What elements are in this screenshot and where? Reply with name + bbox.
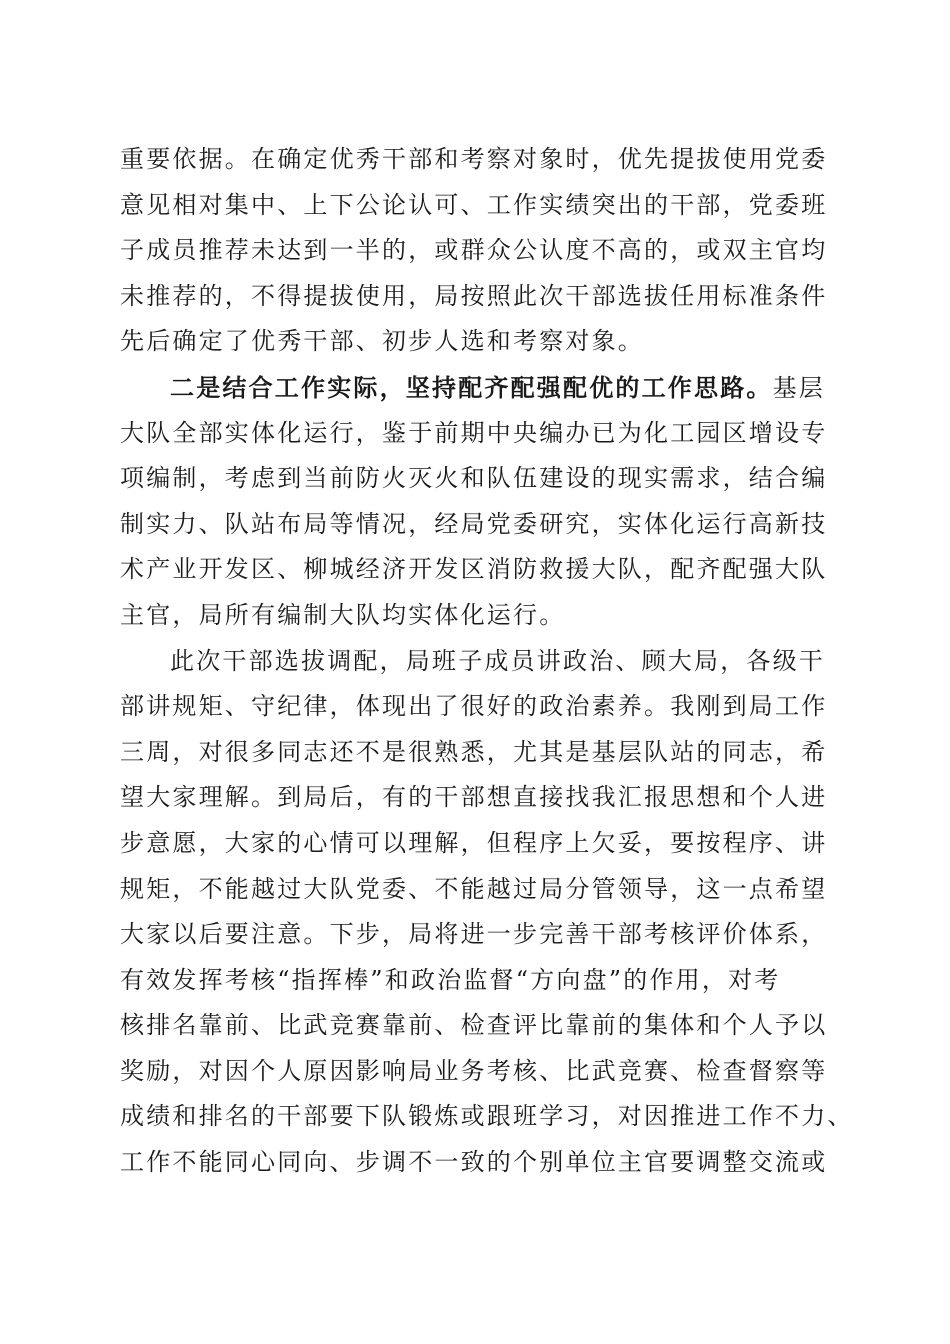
body-text <box>120 137 854 1186</box>
text-line: 步意愿，大家的心情可以理解，但程序上欠妥，要按程序、讲 <box>120 828 828 857</box>
text-line: 子成员推荐未达到一半的，或群众公认度不高的，或双主官均 <box>120 236 828 265</box>
text-line: 术产业开发区、柳城经济开发区消防救援大队，配齐配强大队 <box>120 555 828 584</box>
text-line: 重要依据。在确定优秀干部和考察对象时，优先提拔使用党委 <box>120 145 828 173</box>
text-line: 部讲规矩、守纪律，体现出了很好的政治素养。我刚到局工作 <box>120 692 828 721</box>
text-line: 工作不能同心同向、步调不一致的个别单位主官要调整交流或 <box>120 1148 828 1177</box>
text-line: 规矩，不能越过大队党委、不能越过局分管领导，这一点希望 <box>120 874 828 903</box>
text-line: 此次干部选拔调配，局班子成员讲政治、顾大局，各级干 <box>170 646 825 675</box>
text-line: 先后确定了优秀干部、初步人选和考察对象。 <box>120 327 644 356</box>
text-line: 核排名靠前、比武竞赛靠前、检查评比靠前的集体和个人予以 <box>120 1011 828 1040</box>
text-line: 大队全部实体化运行，鉴于前期中央编办已为化工园区增设专 <box>120 418 828 447</box>
text-line: 未推荐的，不得提拔使用，局按照此次干部选拔任用标准条件 <box>120 281 828 310</box>
text-line: 三周，对很多同志还不是很熟悉，尤其是基层队站的同志，希 <box>120 737 828 766</box>
paragraph-1 <box>120 137 828 365</box>
text-line: 成绩和排名的干部要下队锻炼或跟班学习，对因推进工作不力、 <box>120 1102 854 1131</box>
paragraph-3 <box>120 639 854 1186</box>
text-line: 意见相对集中、上下公论认可、工作实绩突出的干部，党委班 <box>120 190 828 219</box>
text-line: 奖励，对因个人原因影响局业务考核、比武竞赛、检查督察等 <box>120 1056 828 1085</box>
paragraph-heading: 二是结合工作实际，坚持配齐配强配优的工作思路。 <box>170 372 773 402</box>
paragraph-2 <box>120 365 828 639</box>
text-line <box>120 365 825 411</box>
text-line: 大家以后要注意。下步，局将进一步完善干部考核评价体系， <box>120 920 828 949</box>
text-run: 基层 <box>772 373 826 402</box>
text-line: 制实力、队站布局等情况，经局党委研究，实体化运行高新技 <box>120 509 828 538</box>
text-line: 主官，局所有编制大队均实体化运行。 <box>120 600 566 629</box>
text-line: 望大家理解。到局后，有的干部想直接找我汇报思想和个人进 <box>120 783 828 812</box>
text-line: 有效发挥考核“指挥棒”和政治监督“方向盘”的作用，对考 <box>120 965 781 994</box>
text-line: 项编制，考虑到当前防火灭火和队伍建设的现实需求，结合编 <box>120 464 828 493</box>
